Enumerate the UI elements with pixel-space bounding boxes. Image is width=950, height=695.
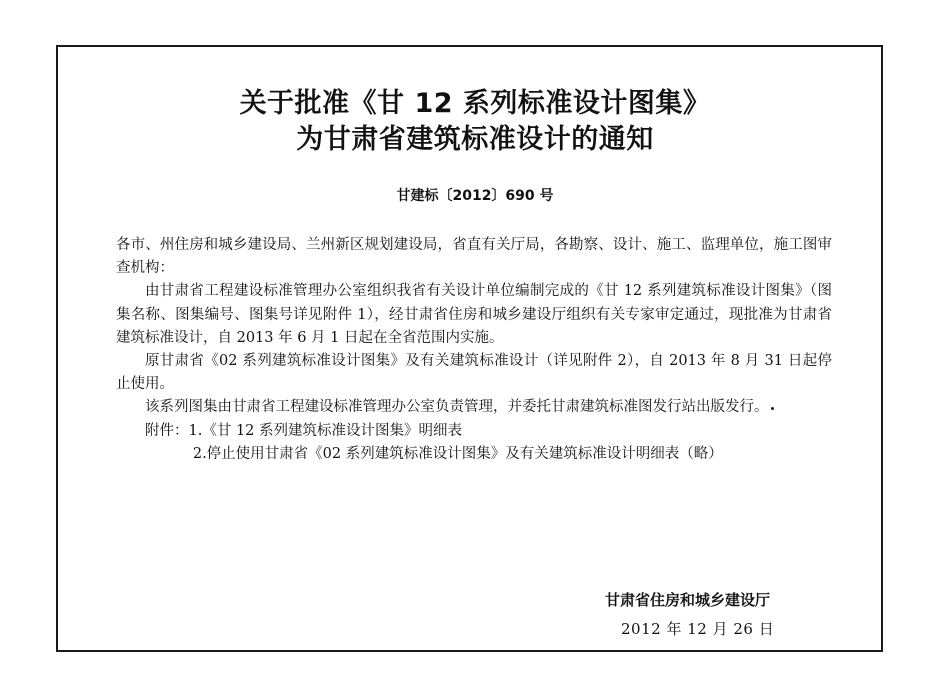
notice-title-line-1: 关于批准《甘 12 系列标准设计图集》 xyxy=(239,88,711,119)
attachment-item-1: 附件：1.《甘 12 系列建筑标准设计图集》明细表 xyxy=(145,422,463,439)
notice-body xyxy=(116,234,832,466)
addressee-paragraph: 各市、州住房和城乡建设局、兰州新区规划建设局，省直有关厅局，各勘察、设计、施工、监理单位，施工图审查机构： xyxy=(116,237,832,277)
discontinue-paragraph: 原甘肃省《02 系列建筑标准设计图集》及有关建筑标准设计（详见附件 2），自 2013 年 8 月 31 日起停止使用。 xyxy=(116,353,832,393)
issue-date: 2012 年 12 月 26 日 xyxy=(621,620,775,638)
management-paragraph: 该系列图集由甘肃省工程建设标准管理办公室负责管理，并委托甘肃建筑标准图发行站出版发行。 xyxy=(145,399,769,416)
notice-title-line-2: 为甘肃省建筑标准设计的通知 xyxy=(296,124,654,155)
issuing-authority: 甘肃省住房和城乡建设厅 xyxy=(605,591,771,609)
stray-dot-mark xyxy=(771,407,774,410)
attachment-item-2: 2.停止使用甘肃省《02 系列建筑标准设计图集》及有关建筑标准设计明细表（略） xyxy=(192,445,723,462)
approval-paragraph: 由甘肃省工程建设标准管理办公室组织我省有关设计单位编制完成的《甘 12 系列建筑标准设计图集》（图集名称、图集编号、图集号详见附件 1），经甘肃省住房和城乡建设厅组织有关专家审定通过，现批准为甘肃省建筑标准设计，自 2013 年 6 月 1 日起在全省范围内实施。 xyxy=(116,283,832,346)
document-number: 甘建标〔2012〕690 号 xyxy=(396,188,554,204)
